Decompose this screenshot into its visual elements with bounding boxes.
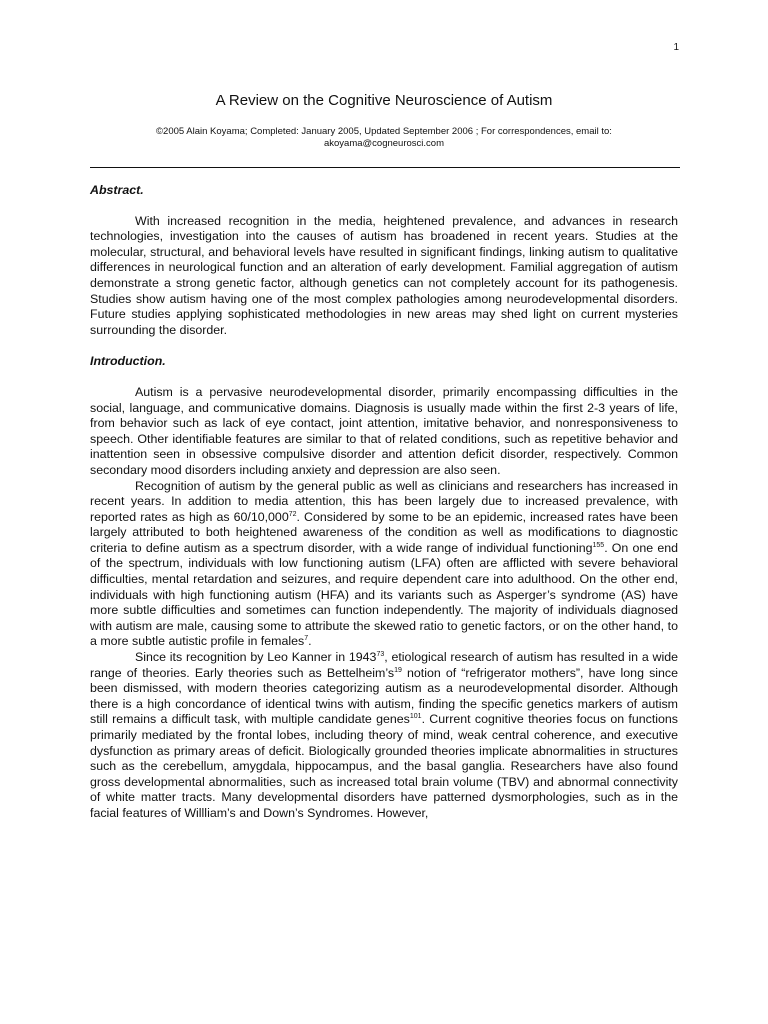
citation-ref: 73 bbox=[376, 651, 385, 659]
header-divider bbox=[90, 167, 680, 168]
introduction-paragraph-2 bbox=[90, 479, 678, 651]
text-segment: . Considered by some to be an epidemic, increased rates have been largely attributed to both heightened awareness of the condition as well as modifications to diagnostic criteria to define autism as a spectrum disorder, with a wide range of individual functioning bbox=[90, 509, 678, 555]
byline-copyright: ©2005 Alain Koyama; Completed: January 2005, Updated September 2006 ; For correspondences, email to: bbox=[156, 126, 612, 137]
byline-email: akoyama@cogneurosci.com bbox=[323, 138, 444, 149]
text-segment: . Current cognitive theories focus on functions primarily mediated by the frontal lobes, including theory of mind, weak central coherence, and executive dysfunction as primary areas of deficit. Biologically grounded theories implicate abnormalities in structures such as the cerebellum, amygdala, hippocampus, and the basal ganglia. Researchers have also found gross developmental abnormalities, such as increased total brain volume (TBV) and abnormal connectivity of white matter tracts. Many developmental disorders have patterned dysmorphologies, such as in the facial features of Willliam’s and Down’s Syndromes. However, bbox=[90, 712, 679, 820]
abstract-paragraph: With increased recognition in the media, heightened prevalence, and advances in research technologies, investigation into the causes of autism has broadened in recent years. Studies at the molecular, structural, and behavioral levels have resulted in significant findings, linking autism to qualitative differences in neurological function and an alteration of early development. Familial aggregation of autism demonstrate a strong genetic factor, although genetics can not completely account for its pathogenesis. Studies show autism having one of the most complex pathologies among neurodevelopmental disorders. Future studies applying sophisticated methodologies in new areas may shed light on current mysteries surrounding the disorder. bbox=[90, 213, 678, 337]
citation-ref: 155 bbox=[592, 541, 605, 549]
text-segment: . bbox=[308, 634, 312, 649]
citation-ref: 7 bbox=[304, 635, 309, 643]
paper-body bbox=[90, 183, 678, 822]
introduction-paragraph-3 bbox=[90, 650, 678, 822]
abstract-heading: Abstract. bbox=[90, 183, 144, 197]
text-segment: . On one end of the spectrum, individuals with low functioning autism (LFA) often are afflicted with severe behavioral difficulties, mental retardation and seizures, and require dependent care into adulthood. On the other end, individuals with high functioning autism (HFA) and its variants such as Asperger’s syndrome (AS) have more subtle difficulties and sometimes can function independently. The majority of individuals diagnosed with autism are male, causing some to attribute the skewed ratio to genetic factors, or on the other hand, to a more subtle autistic profile in females bbox=[90, 540, 678, 649]
text-segment: notion of “refrigerator mothers”, have long since been dismissed, with modern theories categorizing autism as a neurodevelopmental disorder. Although there is a high concordance of identical twins with autism, finding the specific genetics markers of autism still remains a difficult task, with multiple candidate genes bbox=[90, 665, 678, 727]
page-number: 1 bbox=[673, 42, 679, 53]
citation-ref: 72 bbox=[288, 510, 297, 518]
text-segment: Recognition of autism by the general public as well as clinicians and researchers has increased in recent years. In addition to media attention, this has been largely due to increased prevalence, with reported rates as high as 60/10,000 bbox=[90, 478, 678, 524]
citation-ref: 19 bbox=[394, 666, 402, 674]
introduction-paragraph-1: Autism is a pervasive neurodevelopmental disorder, primarily encompassing difficulties in the social, language, and communicative domains. Diagnosis is usually made within the first 2-3 years of life, from behavior such as lack of eye contact, joint attention, imitative behavior, and nonresponsiveness to speech. Other identifiable features are similar to that of related conditions, such as repetitive behavior and inattention seen in obsessive compulsive disorder and attention deficit disorder, respectively. Common secondary mood disorders including anxiety and depression are also seen. bbox=[90, 384, 678, 477]
text-segment: , etiological research of autism has resulted in a wide range of theories. Early theories such as Bettelheim’s bbox=[90, 650, 678, 680]
text-segment: Since its recognition by Leo Kanner in 1943 bbox=[135, 650, 377, 665]
citation-ref: 101 bbox=[409, 713, 422, 721]
byline bbox=[120, 126, 648, 150]
introduction-heading: Introduction. bbox=[90, 354, 166, 369]
paper-title: A Review on the Cognitive Neuroscience of Autism bbox=[215, 92, 553, 109]
